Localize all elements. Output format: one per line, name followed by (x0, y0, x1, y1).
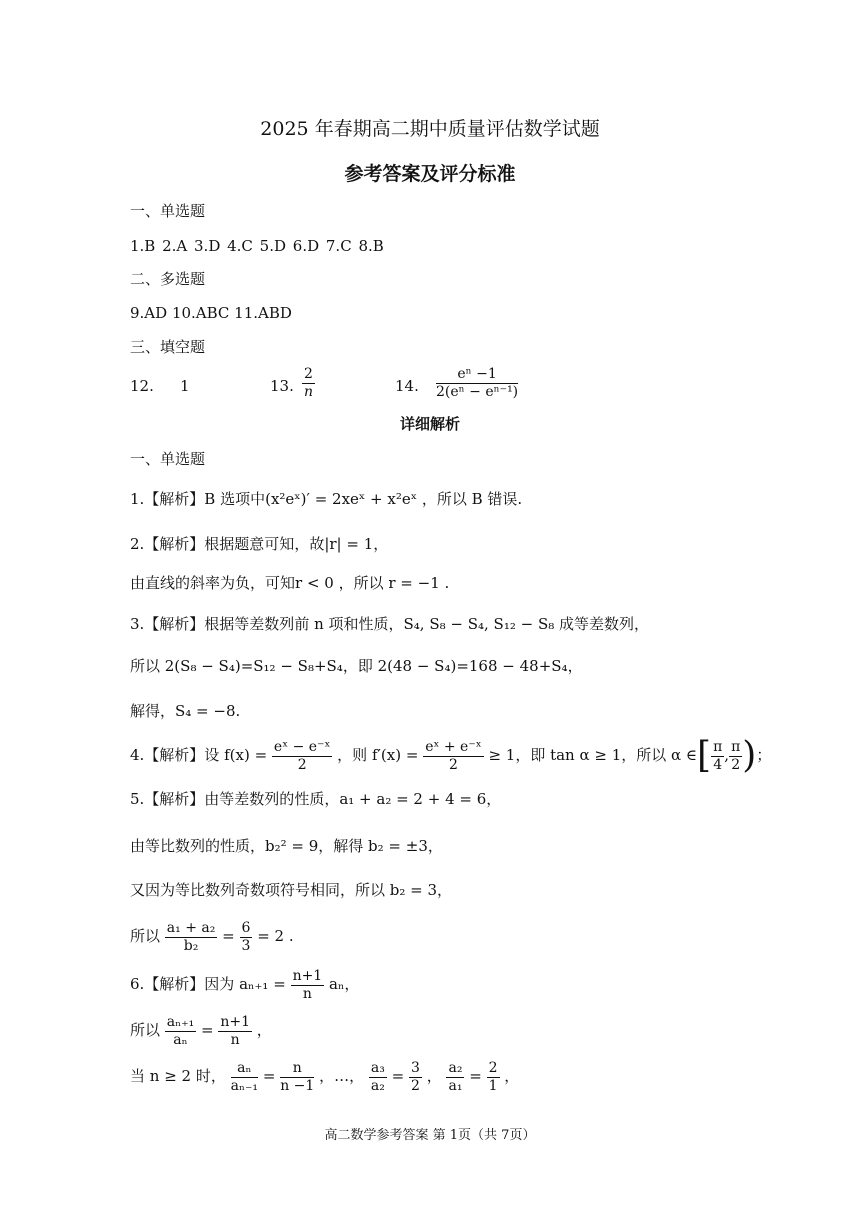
solution-1: 1.【解析】B 选项中(x²eˣ)′ = 2xeˣ + x²eˣ ，所以 B 错误. (130, 490, 523, 508)
solution-6-prefix: 6.【解析】因为 aₙ₊₁ = (130, 975, 286, 993)
page-title: 2025 年春期高二期中质量评估数学试题 (260, 118, 600, 140)
fraction-numerator: eˣ − e⁻ˣ (273, 738, 331, 755)
solution-6-line2-prefix: 所以 (130, 1021, 161, 1039)
equals-sign: = (391, 1067, 405, 1085)
q13-label: 13. (270, 377, 294, 395)
q13-numerator: 2 (304, 366, 313, 382)
single-choice-answers: 1.B 2.A 3.D 4.C 5.D 6.D 7.C 8.B (130, 237, 384, 255)
fraction-numerator: aₙ₊₁ (166, 1013, 195, 1030)
solution-5-end: = 2 . (257, 927, 294, 945)
solution-2-line2: 由直线的斜率为负，可知r < 0 ，所以 r = −1 . (130, 574, 450, 592)
fraction-numerator: π (731, 738, 741, 755)
fraction-numerator: eˣ + e⁻ˣ (425, 738, 482, 755)
q14-label: 14. (395, 377, 419, 395)
solution-6-line1 (130, 966, 359, 1003)
equals-sign: = (222, 927, 235, 945)
solution-6-post: aₙ， (329, 975, 360, 993)
solution-6-line3-end: ， (504, 1067, 520, 1085)
fraction-denominator: 2 (448, 756, 458, 773)
fraction-denominator: 2 (731, 756, 741, 773)
q14-numerator: eⁿ −1 (436, 366, 518, 384)
fraction-denominator: b₂ (183, 937, 199, 954)
fraction-numerator: π (713, 738, 723, 755)
solution-5-line4 (130, 918, 294, 955)
solution-3-line3: 解得，S₄ = −8. (130, 702, 241, 720)
solution-6-line3 (130, 1058, 519, 1095)
equals-sign: = (262, 1067, 276, 1085)
detail-heading: 详细解析 (399, 415, 460, 433)
page-footer: 高二数学参考答案 第 1页（共 7页） (324, 1128, 536, 1143)
separator: ， (426, 1067, 442, 1085)
equals-sign: = (469, 1067, 482, 1085)
fraction-numerator: aₙ (231, 1060, 258, 1078)
solution-6-line3-prefix: 当 n ≥ 2 时， (130, 1067, 226, 1085)
solution-4-prefix: 4.【解析】设 f(x) = (130, 746, 268, 764)
fraction-numerator: a₃ (370, 1059, 385, 1076)
multi-choice-answers: 9.AD 10.ABC 11.ABD (130, 304, 292, 322)
solution-6-line2-end: ， (256, 1021, 272, 1039)
fraction-denominator: 4 (713, 756, 723, 773)
solution-4: 4.【解析】设 f(x) = $\frac{\text{eˣ − e⁻ˣ}}{2}$ ，则 f′(x) = $\frac{\text{eˣ + e⁻ˣ}}{2}$ ≥ 1，即 tan α ≥ 1，所以 α ∈[ $\frac{\pi}{4}$ , $\frac{\pi}{2}$ )； (130, 735, 772, 776)
ellipsis: ，…， (319, 1067, 365, 1085)
solution-4-mid: ，则 f′(x) = (337, 746, 419, 764)
q12-label: 12. (130, 377, 154, 395)
fraction-numerator: n+1 (220, 1013, 250, 1030)
fraction-numerator: a₂ (448, 1059, 463, 1076)
fraction-numerator: 3 (410, 1059, 420, 1076)
fraction-denominator: aₙ (173, 1031, 188, 1048)
solution-5-line1: 5.【解析】由等差数列的性质，a₁ + a₂ = 2 + 4 = 6， (130, 790, 502, 808)
fraction-numerator: a₁ + a₂ (166, 919, 216, 936)
section-fill-blank: 三、填空题 (130, 338, 206, 356)
solution-6-line2 (130, 1012, 272, 1049)
q14-denominator: 2(eⁿ − eⁿ⁻¹) (436, 384, 519, 400)
solution-4-end: ； (756, 746, 772, 764)
solution-4-post: ≥ 1，即 tan α ≥ 1，所以 α ∈ (488, 746, 698, 764)
fraction-denominator: n −1 (280, 1077, 315, 1094)
fraction-denominator: 2 (410, 1077, 420, 1094)
fraction-numerator: 6 (241, 919, 251, 936)
fraction-denominator: 3 (241, 937, 251, 954)
section-multi-choice: 二、多选题 (130, 270, 206, 288)
right-paren-icon: ) (742, 735, 757, 776)
fraction-denominator: 1 (488, 1077, 498, 1094)
fraction-numerator: n+1 (292, 967, 323, 984)
left-bracket-icon: [ (697, 735, 712, 776)
fraction-denominator: a₁ (448, 1077, 463, 1094)
fraction-denominator: 2 (297, 756, 307, 773)
q14-answer (436, 366, 518, 401)
solution-5-line3: 又因为等比数列奇数项符号相同，所以 b₂ = 3， (130, 881, 453, 899)
solution-5-line2: 由等比数列的性质，b₂² = 9，解得 b₂ = ±3， (130, 837, 443, 855)
fraction-denominator: n (302, 985, 312, 1002)
detail-section-single: 一、单选题 (130, 450, 206, 468)
equals-sign: = (200, 1021, 214, 1039)
section-single-choice: 一、单选题 (130, 202, 206, 220)
fraction-denominator: aₙ₋₁ (230, 1077, 259, 1094)
q12-answer: 1 (180, 377, 190, 395)
fraction-numerator: 2 (488, 1059, 498, 1076)
solution-3-line2: 所以 2(S₈ − S₄)=S₁₂ − S₈+S₄，即 2(48 − S₄)=168 − 48+S₄， (130, 657, 583, 675)
fraction-numerator: n (280, 1060, 314, 1078)
solution-3-line1: 3.【解析】根据等差数列前 n 项和性质，S₄, S₈ − S₄, S₁₂ − S₈ 成等差数列， (130, 615, 650, 633)
fraction-denominator: a₂ (370, 1077, 385, 1094)
fraction-denominator: n (230, 1031, 240, 1048)
solution-2-line1: 2.【解析】根据题意可知，故|r| = 1， (130, 535, 389, 553)
solution-5-prefix: 所以 (130, 927, 161, 945)
q13-answer (302, 366, 315, 401)
page-subtitle: 参考答案及评分标准 (344, 163, 516, 185)
q13-denominator: n (303, 384, 313, 400)
